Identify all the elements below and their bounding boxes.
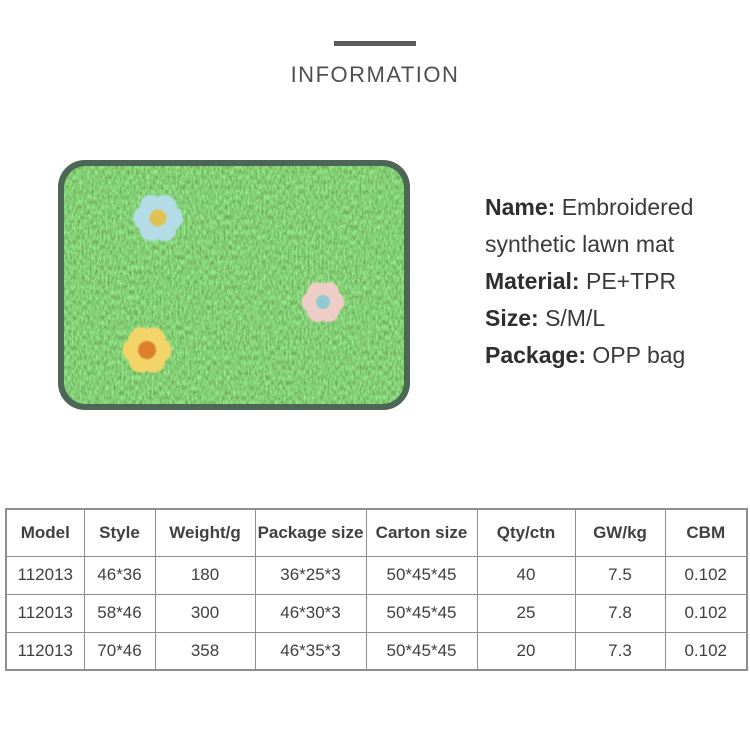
table-cell: 300 <box>155 594 255 632</box>
spec-table <box>5 508 748 671</box>
table-cell: 46*36 <box>84 556 155 594</box>
column-header-cbm: CBM <box>665 509 747 556</box>
table-cell: 58*46 <box>84 594 155 632</box>
table-cell: 46*30*3 <box>255 594 366 632</box>
column-header-style: Style <box>84 509 155 556</box>
detail-label: Material: <box>485 268 580 294</box>
title-accent-bar <box>334 41 416 46</box>
table-row <box>6 556 747 594</box>
table-cell: 50*45*45 <box>366 632 477 670</box>
mat-grass-surface <box>64 166 404 404</box>
table-cell: 20 <box>477 632 575 670</box>
detail-value: OPP bag <box>592 342 686 368</box>
table-cell: 0.102 <box>665 632 747 670</box>
product-photo <box>58 160 410 410</box>
detail-value: Embroidered synthetic lawn mat <box>485 194 694 257</box>
table-cell: 46*35*3 <box>255 632 366 670</box>
table-cell: 112013 <box>6 594 84 632</box>
table-cell: 112013 <box>6 556 84 594</box>
detail-line-name <box>485 189 717 263</box>
pink-flower-center <box>316 295 330 309</box>
table-cell: 7.3 <box>575 632 665 670</box>
detail-line-material <box>485 263 717 300</box>
header-section <box>0 33 750 87</box>
column-header-weight: Weight/g <box>155 509 255 556</box>
product-details <box>485 189 717 374</box>
detail-line-package <box>485 337 717 374</box>
column-header-package-size: Package size <box>255 509 366 556</box>
blue-flower-center <box>150 210 167 227</box>
column-header-qty: Qty/ctn <box>477 509 575 556</box>
table-cell: 180 <box>155 556 255 594</box>
grass-texture <box>64 166 404 404</box>
table-cell: 25 <box>477 594 575 632</box>
table-cell: 0.102 <box>665 594 747 632</box>
column-header-carton-size: Carton size <box>366 509 477 556</box>
table-cell: 70*46 <box>84 632 155 670</box>
column-header-gw: GW/kg <box>575 509 665 556</box>
detail-line-size <box>485 300 717 337</box>
detail-label: Package: <box>485 342 587 368</box>
detail-value: S/M/L <box>545 305 606 331</box>
table-cell: 0.102 <box>665 556 747 594</box>
table-cell: 50*45*45 <box>366 594 477 632</box>
table-cell: 7.5 <box>575 556 665 594</box>
yellow-flower-center <box>138 341 156 359</box>
table-cell: 7.8 <box>575 594 665 632</box>
page-title: INFORMATION <box>290 62 460 87</box>
table-cell: 50*45*45 <box>366 556 477 594</box>
table-header-row <box>6 509 747 556</box>
table-row <box>6 594 747 632</box>
detail-label: Name: <box>485 194 556 220</box>
table-cell: 358 <box>155 632 255 670</box>
column-header-model: Model <box>6 509 84 556</box>
detail-value: PE+TPR <box>585 268 677 294</box>
table-row <box>6 632 747 670</box>
table-cell: 36*25*3 <box>255 556 366 594</box>
table-cell: 112013 <box>6 632 84 670</box>
detail-label: Size: <box>485 305 539 331</box>
table-cell: 40 <box>477 556 575 594</box>
